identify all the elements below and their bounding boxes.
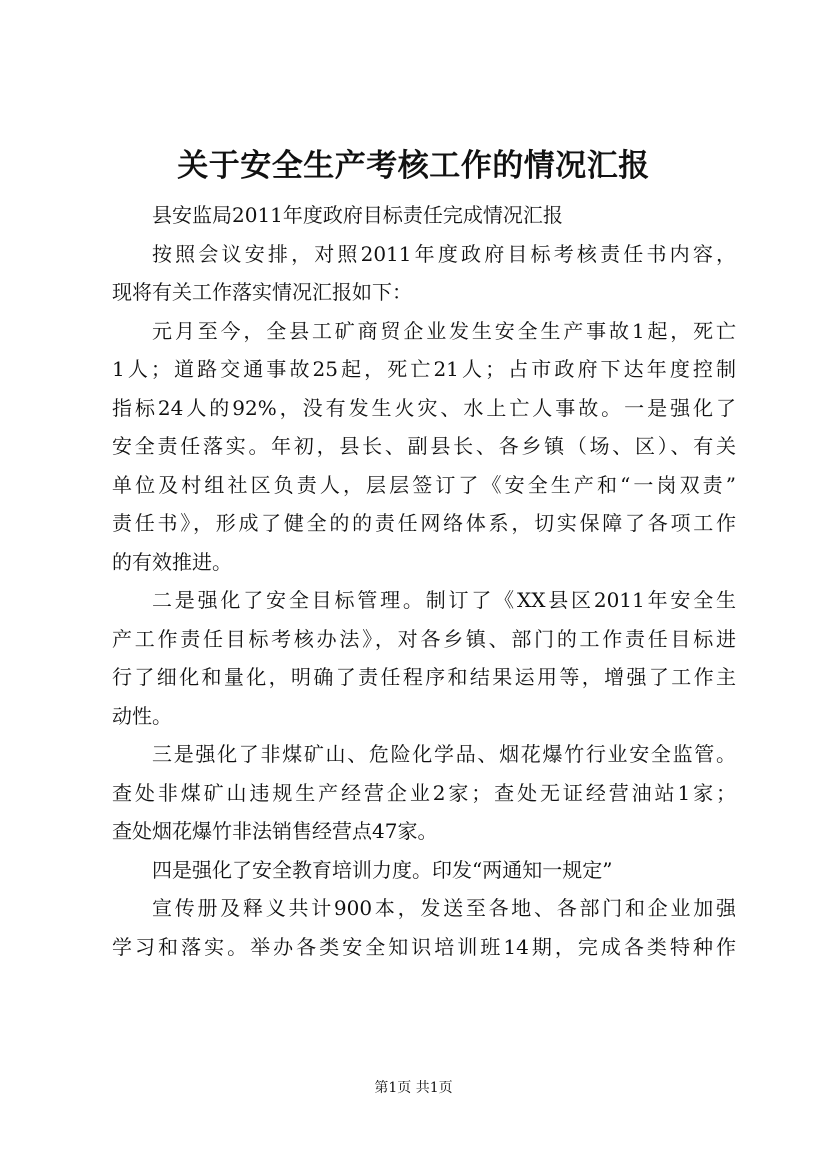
- document-body: [112, 196, 736, 966]
- paragraph-line: 单位及村组社区负责人，层层签订了《安全生产和“一岗双责”: [112, 472, 736, 497]
- paragraph-line: 学习和落实。举办各类安全知识培训班14期，完成各类特种作: [112, 934, 736, 959]
- paragraph-line: 的有效推进。: [112, 549, 232, 574]
- paragraph-line: 四是强化了安全教育培训力度。印发“两通知一规定”: [152, 857, 613, 882]
- paragraph-line: 三是强化了非煤矿山、危险化学品、烟花爆竹行业安全监管。: [152, 742, 736, 766]
- paragraph-line: 指标24人的92%，没有发生火灾、水上亡人事故。一是强化了: [112, 395, 736, 420]
- subtitle-line: 县安监局2011年度政府目标责任完成情况汇报: [152, 203, 563, 227]
- paragraph-line: 二是强化了安全目标管理。制订了《XX县区2011年安全生: [152, 588, 736, 612]
- paragraph-line: 元月至今，全县工矿商贸企业发生安全生产事故1起，死亡: [152, 318, 736, 343]
- paragraph-line: 查处非煤矿山违规生产经营企业2家；查处无证经营油站1家；: [112, 780, 736, 805]
- paragraph-line: 按照会议安排，对照2011年度政府目标考核责任书内容，: [152, 241, 736, 266]
- paragraph-line: 现将有关工作落实情况汇报如下：: [112, 280, 412, 304]
- paragraph-line: 宣传册及释义共计900本，发送至各地、各部门和企业加强: [152, 896, 736, 920]
- paragraph-line: 行了细化和量化，明确了责任程序和结果运用等，增强了工作主: [112, 665, 736, 689]
- paragraph-line: 安全责任落实。年初，县长、副县长、各乡镇（场、区）、有关: [112, 434, 736, 458]
- paragraph-line: 查处烟花爆竹非法销售经营点47家。: [112, 819, 438, 843]
- page-footer: 第1页 共1页: [374, 1080, 453, 1096]
- paragraph-line: 1人；道路交通事故25起，死亡21人；占市政府下达年度控制: [112, 357, 736, 381]
- document-title: 关于安全生产考核工作的情况汇报: [177, 148, 650, 184]
- paragraph-line: 责任书》，形成了健全的的责任网络体系，切实保障了各项工作: [112, 511, 736, 535]
- paragraph-line: 产工作责任目标考核办法》，对各乡镇、部门的工作责任目标进: [112, 626, 736, 651]
- paragraph-line: 动性。: [112, 703, 172, 728]
